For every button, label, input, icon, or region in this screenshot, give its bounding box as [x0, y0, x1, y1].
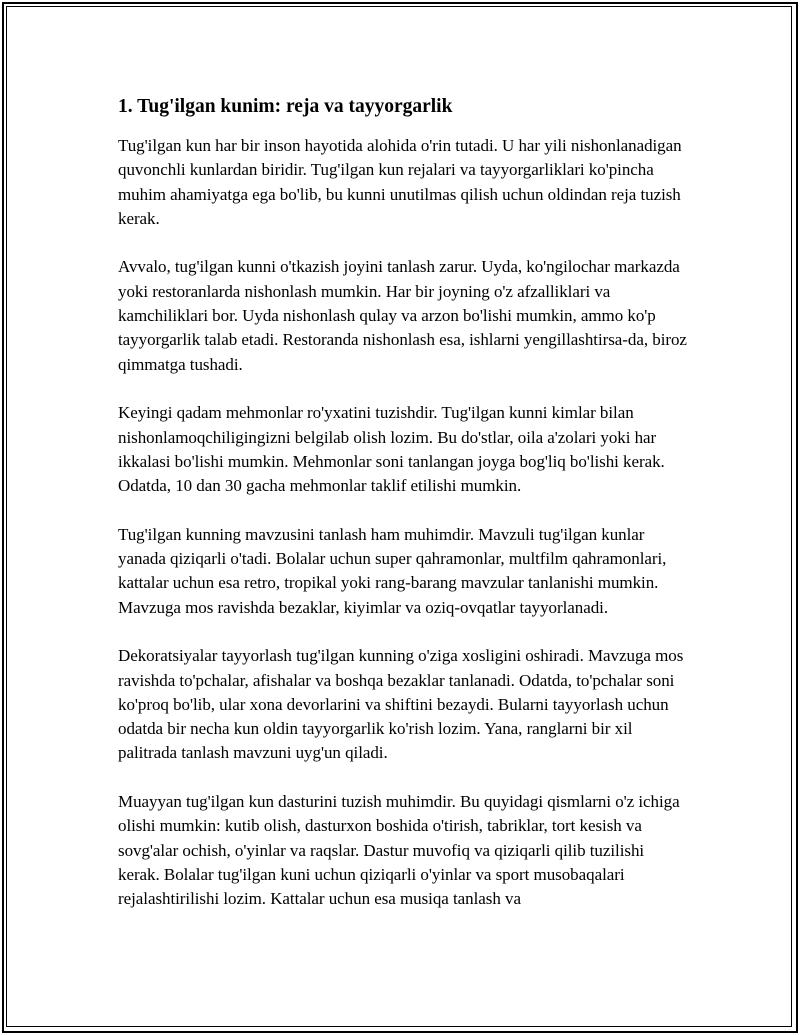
- section-heading: 1. Tug'ilgan kunim: reja va tayyorgarlik: [118, 96, 453, 117]
- paragraph: Muayyan tug'ilgan kun dasturini tuzish muhimdir. Bu quyidagi qismlarni o'z ichiga olishi mumkin: kutib olish, dasturxon boshida o'tirish, tabriklar, tort kesish va sovg'alar ochish, o'yinlar va raqslar. Dastur muvofiq va qiziqarli qilib tuzilishi kerak. Bolalar tug'ilgan kuni uchun qiziqarli o'yinlar va sport musobaqalari rejalashtirilishi lozim. Kattalar uchun esa musiqa tanlash va: [118, 792, 680, 909]
- paragraph: Keyingi qadam mehmonlar ro'yxatini tuzishdir. Tug'ilgan kunni kimlar bilan nishonlamoqchiligingizni belgilab olish lozim. Bu do'stlar, oila a'zolari yoki har ikkalasi bo'lishi mumkin. Mehmonlar soni tanlangan joyga bog'liq bo'lishi kerak. Odatda, 10 dan 30 gacha mehmonlar taklif etilishi mumkin.: [118, 403, 665, 496]
- paragraph: Tug'ilgan kunning mavzusini tanlash ham muhimdir. Mavzuli tug'ilgan kunlar yanada qiziqarli o'tadi. Bolalar uchun super qahramonlar, multfilm qahramonlari, kattalar uchun esa retro, tropikal yoki rang-barang mavzular tanlanishi mumkin. Mavzuga mos ravishda bezaklar, kiyimlar va oziq-ovqatlar tayyorlanadi.: [118, 524, 667, 617]
- document-body: [118, 92, 688, 936]
- paragraph: Tug'ilgan kun har bir inson hayotida alohida o'rin tutadi. U har yili nishonlanadigan quvonchli kunlardan biridir. Tug'ilgan kun rejalari va tayyorgarliklari ko'pincha muhim ahamiyatga ega bo'lib, bu kunni unutilmas qilish uchun oldindan reja tuzish kerak.: [118, 136, 682, 228]
- paragraph: Avvalo, tug'ilgan kunni o'tkazish joyini tanlash zarur. Uyda, ko'ngilochar markazda yoki restoranlarda nishonlash mumkin. Har bir joyning o'z afzalliklari va kamchiliklari bor. Uyda nishonlash qulay va arzon bo'lishi mumkin, ammo ko'p tayyorgarlik talab etadi. Restoranda nishonlash esa, ishlarni yengillashtirsa-da, biroz qimmatga tushadi.: [118, 257, 687, 374]
- paragraph: Dekoratsiyalar tayyorlash tug'ilgan kunning o'ziga xosligini oshiradi. Mavzuga mos ravishda to'pchalar, afishalar va boshqa bezaklar tanlanadi. Odatda, to'pchalar soni ko'proq bo'lib, ular xona devorlarini va shiftini bezaydi. Bularni tayyorlash uchun odatda bir necha kun oldin tayyorgarlik ko'rish lozim. Yana, ranglarni bir xil palitrada tanlash mavzuni uyg'un qiladi.: [118, 646, 684, 763]
